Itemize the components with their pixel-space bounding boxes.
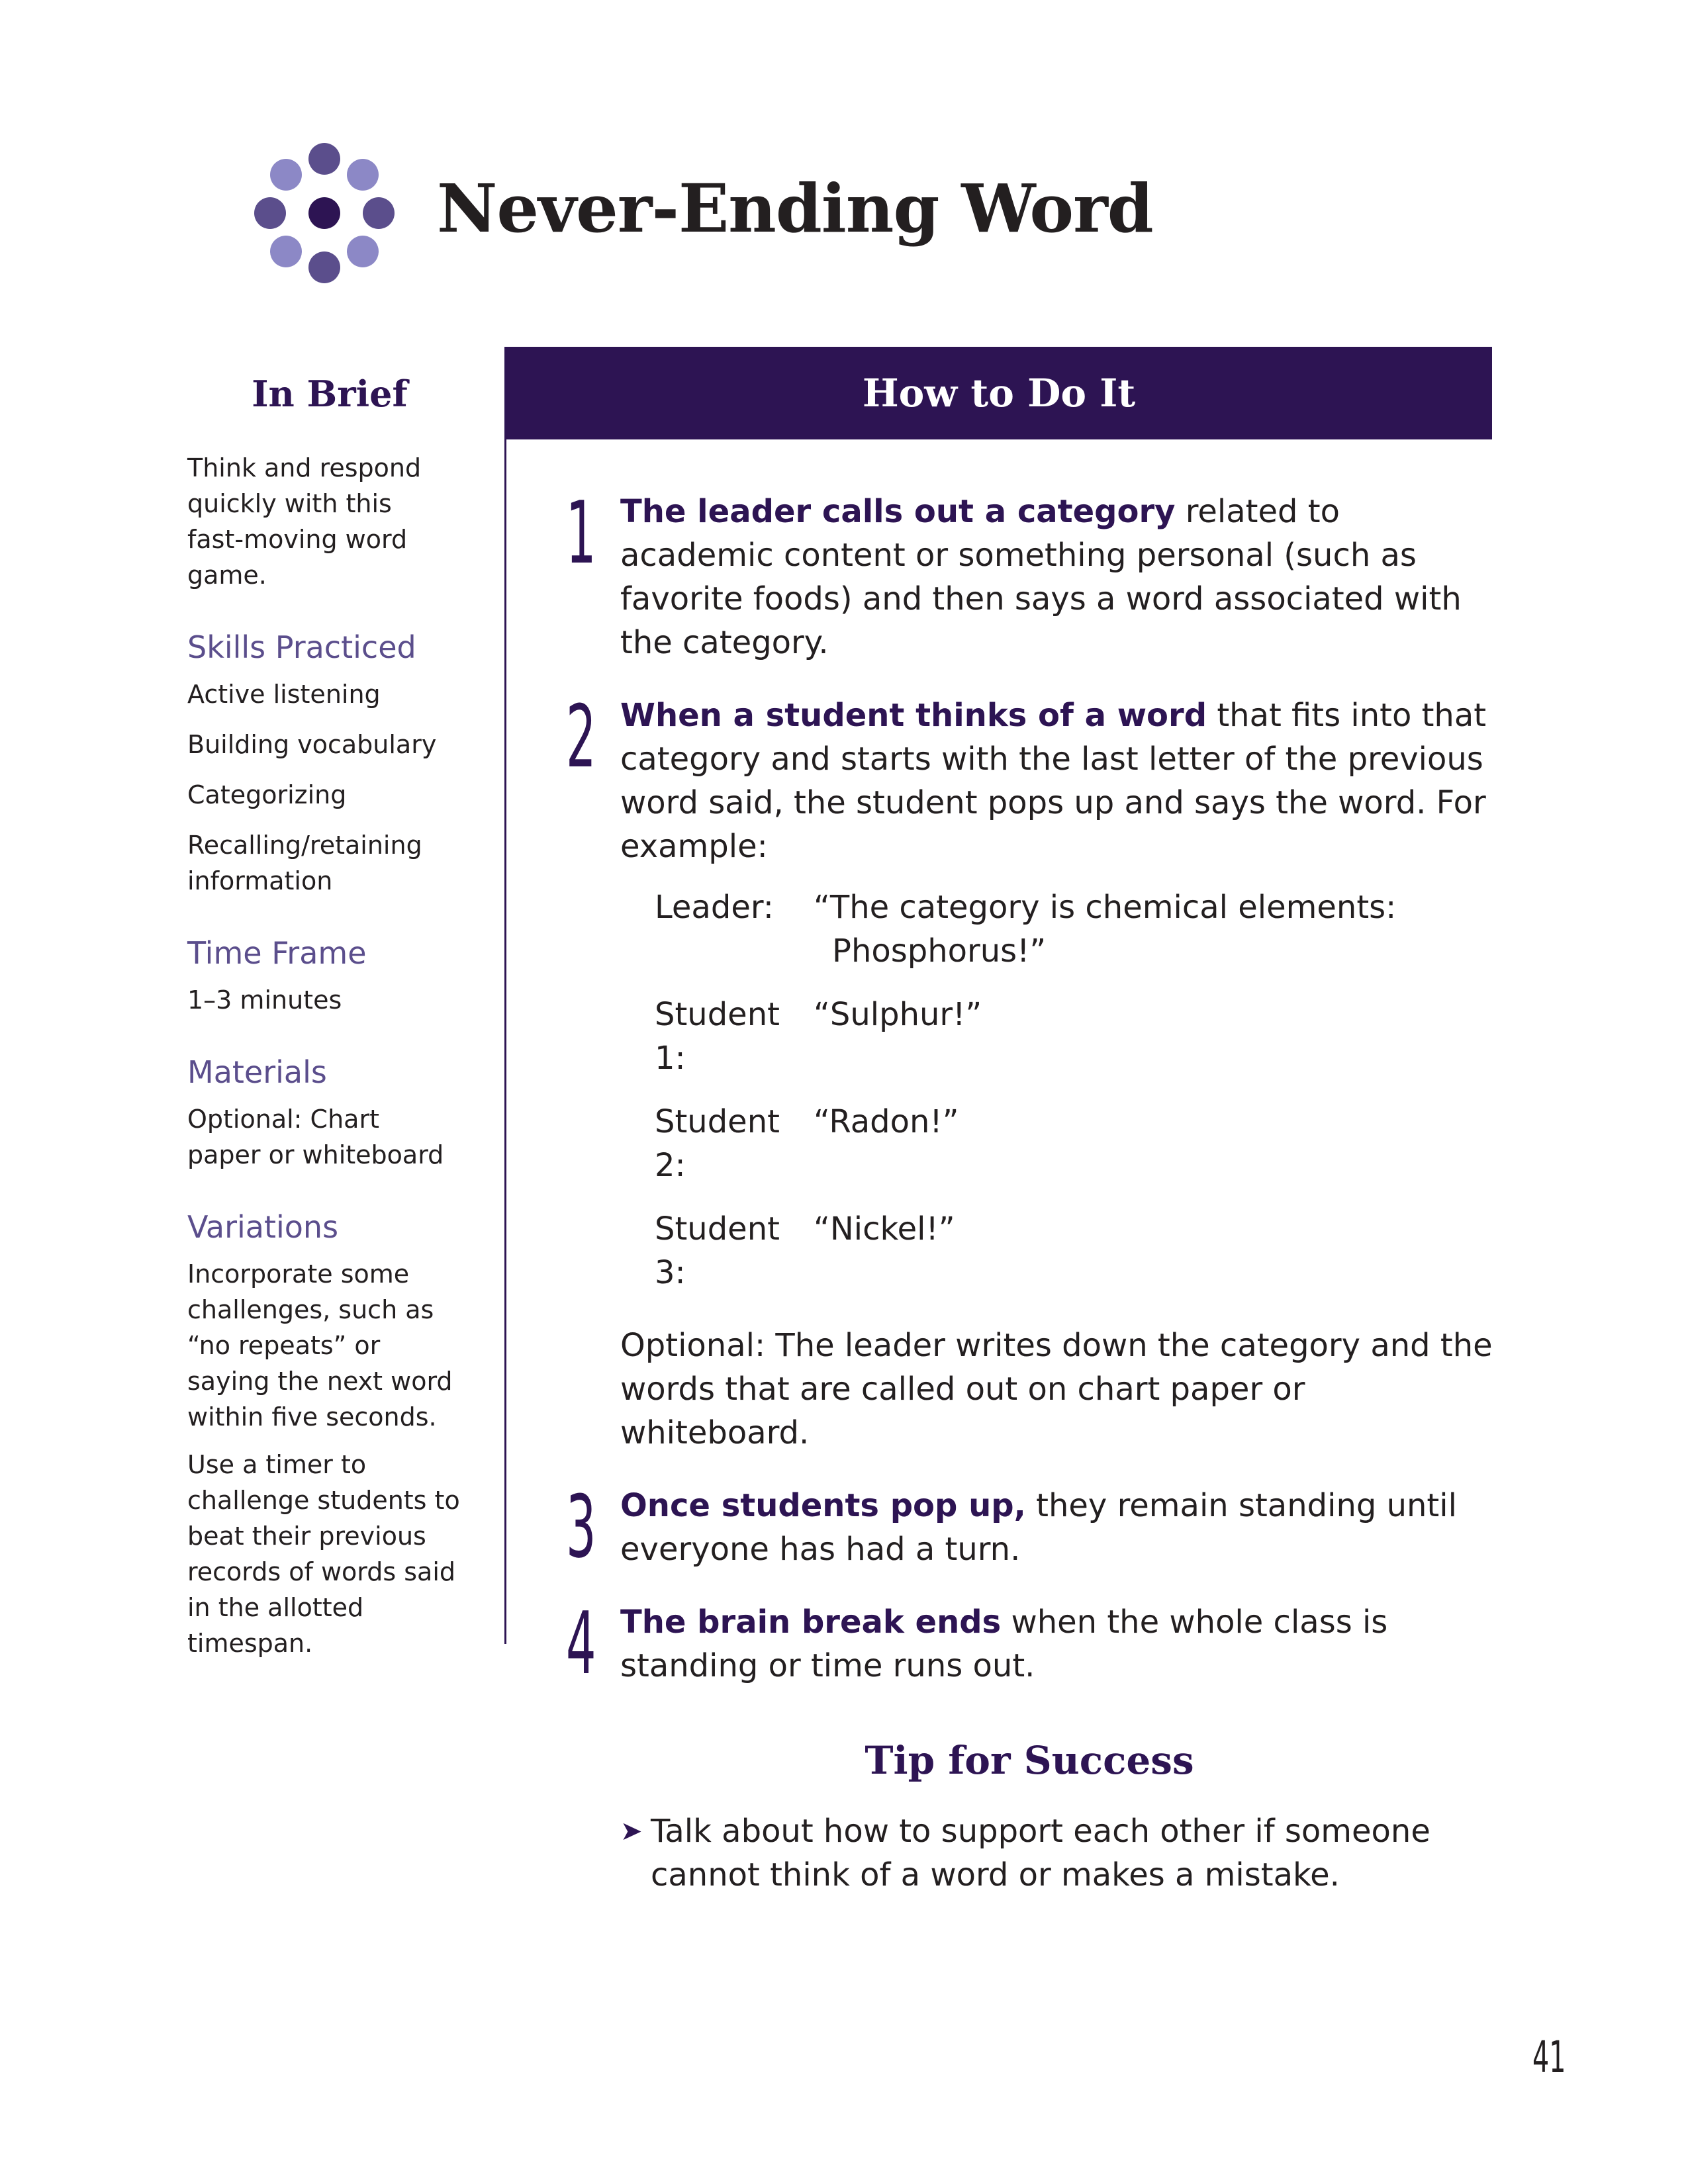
step-body: related to academic content or something personal (such as favorite foods) and then says a word associated with the category. bbox=[620, 493, 1462, 661]
speech-line: “The category is chemical elements: bbox=[814, 889, 1397, 926]
step-text bbox=[620, 490, 1493, 664]
how-to-heading: How to Do It bbox=[506, 347, 1492, 439]
example-dialogue bbox=[655, 886, 1493, 1295]
example-row bbox=[655, 993, 1493, 1080]
example-row bbox=[655, 1100, 1493, 1187]
speaker: Leader: bbox=[655, 889, 774, 926]
speaker: Student 3: bbox=[655, 1210, 780, 1291]
skills-heading: Skills Practiced bbox=[187, 629, 416, 665]
step-text bbox=[620, 694, 1493, 868]
skill-item: Building vocabulary bbox=[187, 730, 437, 759]
speech-line: “Nickel!” bbox=[814, 1210, 955, 1248]
tip-heading: Tip for Success bbox=[865, 1738, 1194, 1783]
variation-item: Use a timer to challenge students to beat their previous records of words said in the allotted timespan. bbox=[187, 1450, 460, 1658]
logo-dots-icon bbox=[252, 140, 397, 286]
step-2 bbox=[566, 686, 1493, 1295]
speech-line: “Radon!” bbox=[814, 1103, 959, 1140]
arrow-bullet-icon: ➤ bbox=[620, 1816, 643, 1846]
skill-item: Active listening bbox=[187, 680, 381, 709]
speech-line: Phosphorus!” bbox=[832, 933, 1047, 970]
sidebar-divider bbox=[504, 347, 506, 1644]
speaker: Student 1: bbox=[655, 996, 780, 1077]
speaker: Student 2: bbox=[655, 1103, 780, 1184]
speech-line: “Sulphur!” bbox=[814, 996, 982, 1033]
variations-heading: Variations bbox=[187, 1209, 339, 1245]
page-title: Never-Ending Word bbox=[437, 169, 1153, 248]
time-frame-heading: Time Frame bbox=[187, 935, 367, 971]
optional-note: Optional: The leader writes down the category and the words that are called out on chart paper or whiteboard. bbox=[620, 1327, 1493, 1451]
tip-text: Talk about how to support each other if someone cannot think of a word or makes a mistake. bbox=[651, 1813, 1430, 1893]
step-number: 2 bbox=[566, 686, 596, 787]
materials-text: Optional: Chart paper or whiteboard bbox=[187, 1105, 444, 1169]
tip-item bbox=[566, 1809, 1493, 1897]
step-4 bbox=[566, 1593, 1493, 1694]
materials-heading: Materials bbox=[187, 1054, 327, 1090]
main-content bbox=[566, 482, 1493, 1897]
step-1 bbox=[566, 482, 1493, 664]
step-lead: When a student thinks of a word bbox=[620, 697, 1207, 734]
page-number: 41 bbox=[1532, 2032, 1566, 2083]
step-lead: The brain break ends bbox=[620, 1604, 1002, 1641]
step-body: they remain standing until everyone has had a turn. bbox=[620, 1487, 1457, 1568]
in-brief-heading: In Brief bbox=[252, 373, 408, 415]
example-row bbox=[655, 886, 1493, 973]
step-body: when the whole class is standing or time runs out. bbox=[620, 1604, 1388, 1684]
step-3 bbox=[566, 1477, 1493, 1577]
step-number: 1 bbox=[566, 482, 596, 583]
in-brief-text: Think and respond quickly with this fast-moving word game. bbox=[187, 453, 422, 590]
variation-item: Incorporate some challenges, such as “no repeats” or saying the next word within five seconds. bbox=[187, 1259, 453, 1432]
step-text bbox=[620, 1484, 1493, 1571]
speech bbox=[814, 886, 1493, 973]
sidebar bbox=[187, 364, 479, 1673]
step-lead: The leader calls out a category bbox=[620, 493, 1176, 530]
step-lead: Once students pop up, bbox=[620, 1487, 1026, 1524]
step-text bbox=[620, 1600, 1493, 1688]
skill-item: Categorizing bbox=[187, 780, 347, 809]
step-body: that fits into that category and starts with the last letter of the previous word said, the student pops up and says the word. For example: bbox=[620, 697, 1487, 865]
skill-item: Recalling/retaining information bbox=[187, 831, 422, 895]
step-number: 4 bbox=[566, 1593, 596, 1694]
example-row bbox=[655, 1207, 1493, 1295]
time-frame-text: 1–3 minutes bbox=[187, 985, 342, 1015]
step-number: 3 bbox=[566, 1477, 596, 1577]
